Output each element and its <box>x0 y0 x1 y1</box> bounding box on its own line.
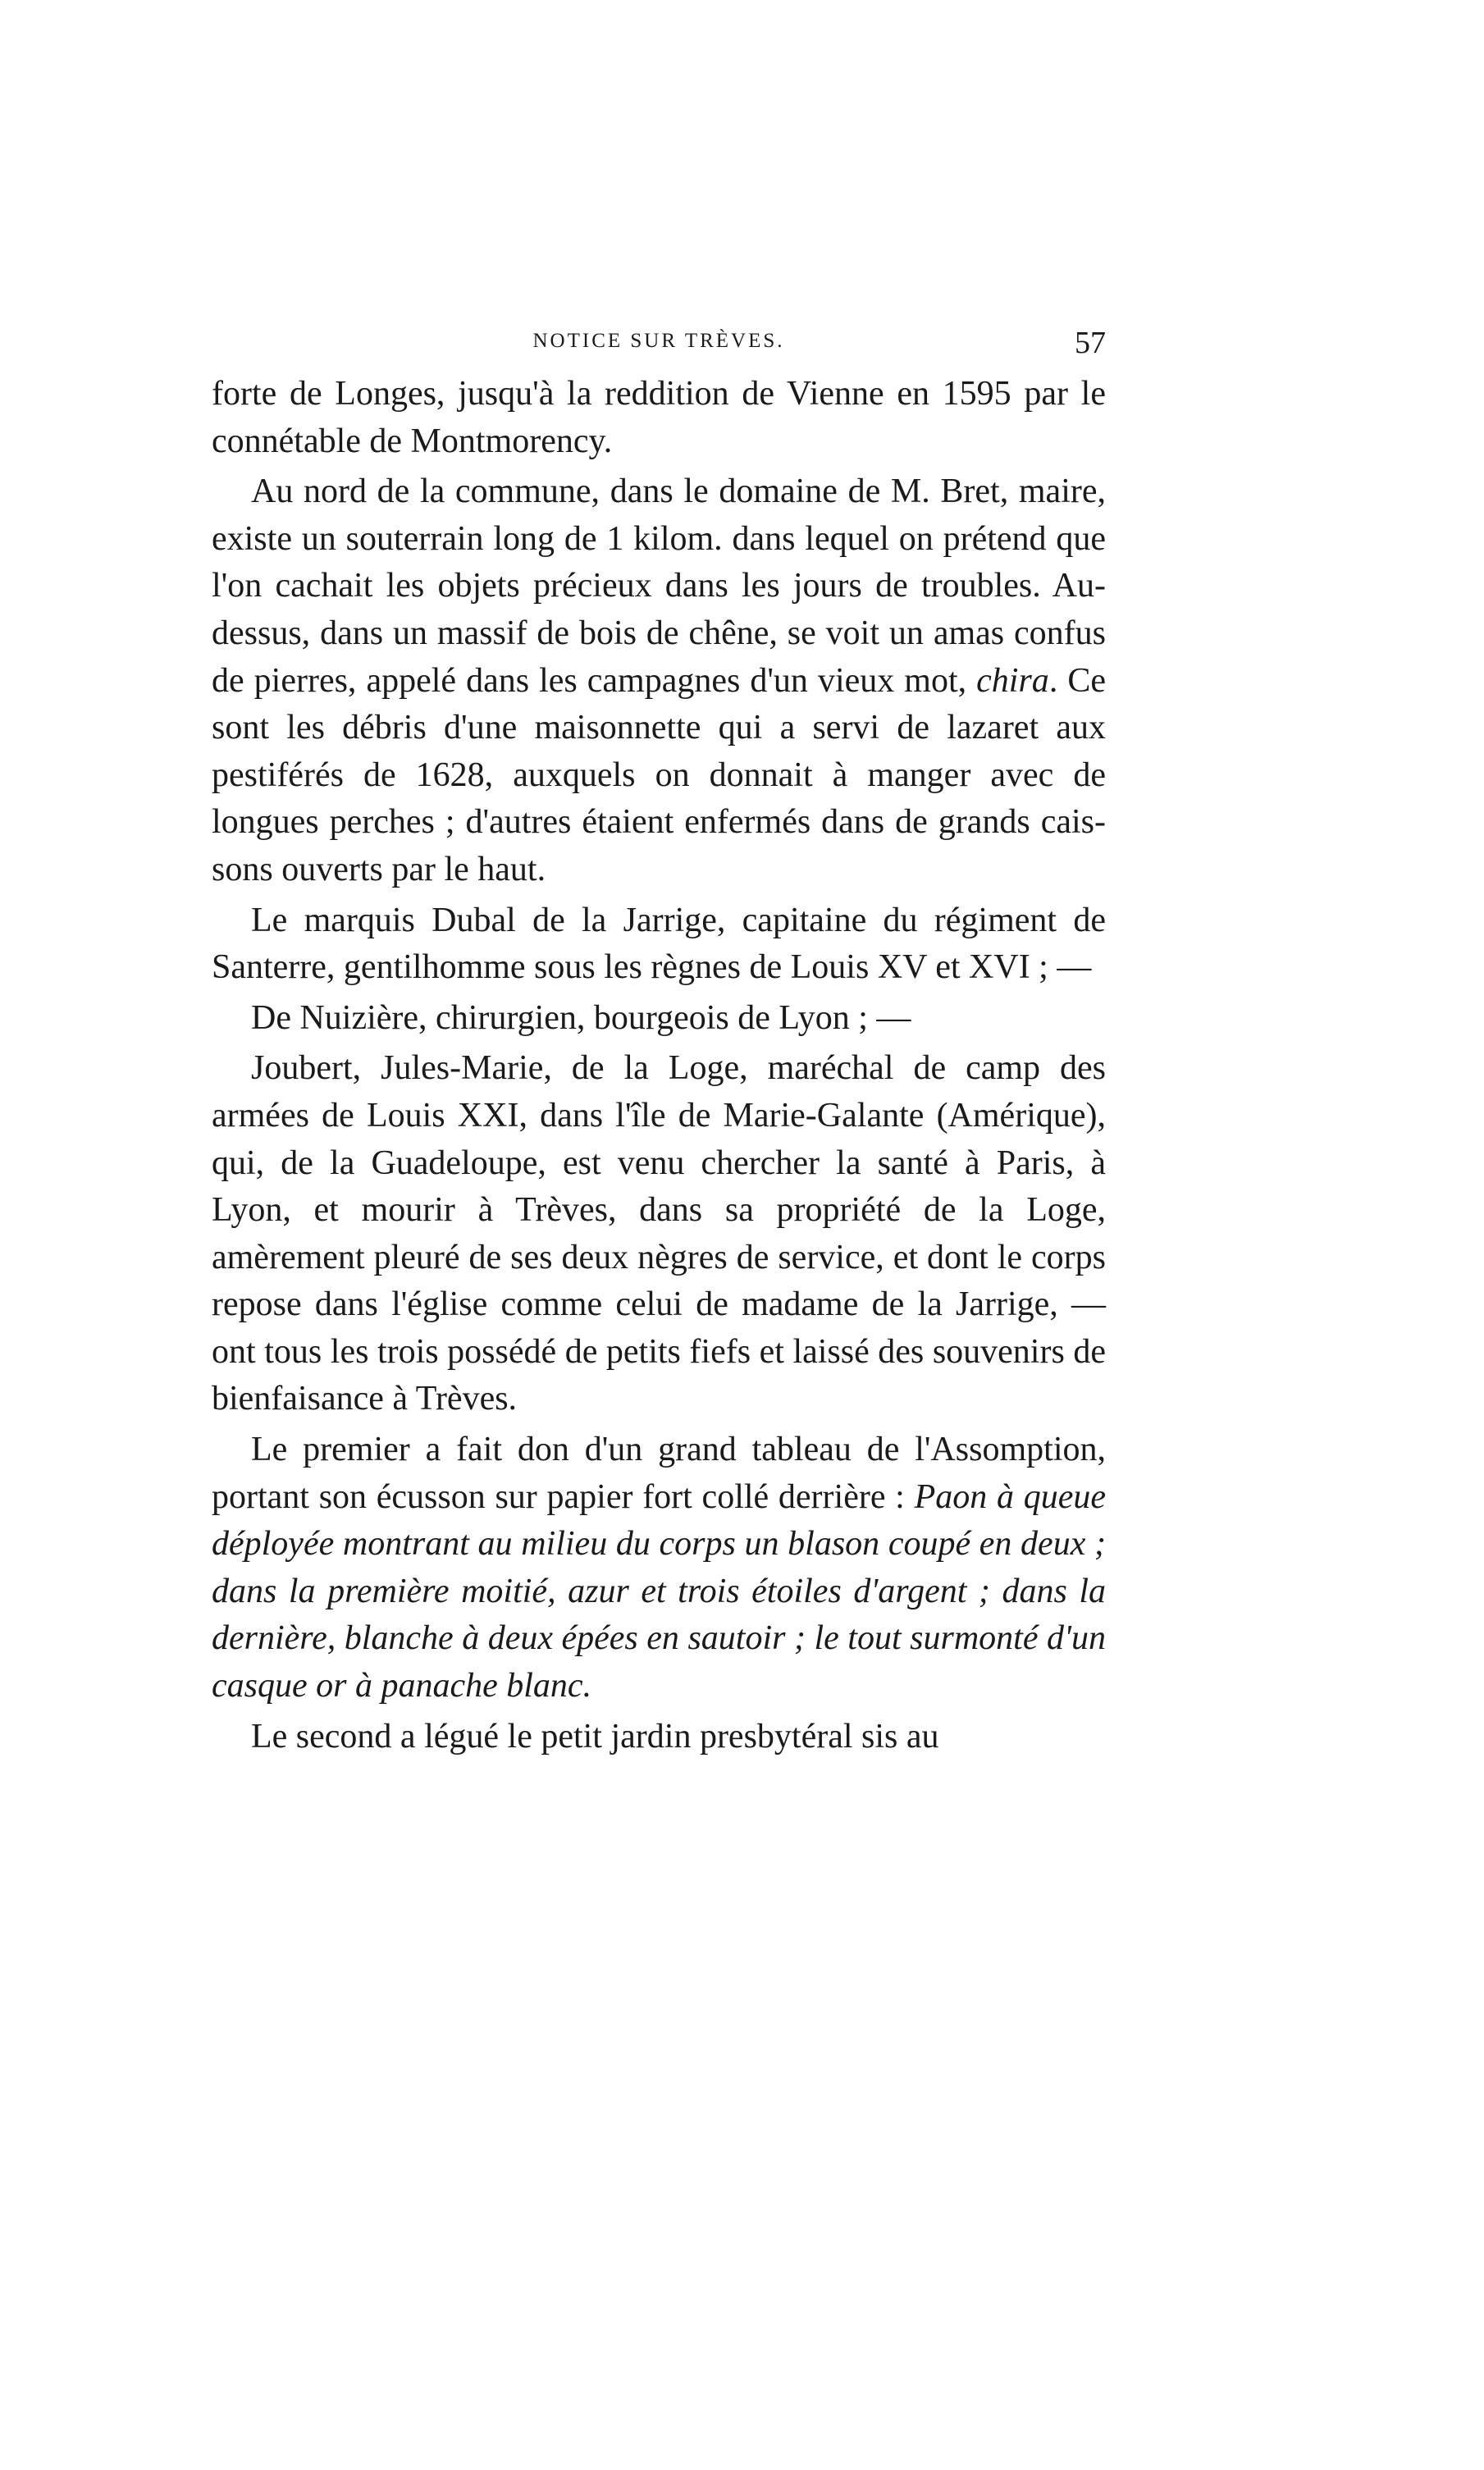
text-run: Le premier a fait don d'un grand tableau de l'Assomption, portant son écusson sur papier fort collé derrière : <box>212 1431 1106 1516</box>
running-title: NOTICE SUR TRÈVES. <box>532 330 785 352</box>
paragraph <box>212 897 1106 992</box>
paragraph <box>212 371 1106 465</box>
text-run-italic: Paon à queue déployée montrant au milieu du corps un blason coupé en deux ; dans la première moitié, azur et trois étoiles d'argent ; dans la dernière, blanche à deux épées en sautoir ; le tout surmonté d'un casque or à panache blanc. <box>212 1477 1106 1705</box>
paragraph <box>212 1427 1106 1710</box>
text-run: Le marquis Dubal de la Jarrige, capitaine du régiment de Santerre, gentilhomme sous les règnes de Louis XV et XVI ; — <box>212 901 1106 987</box>
text-run: De Nuizière, chirurgien, bourgeois de Lyon ; — <box>251 998 911 1037</box>
paragraph <box>212 1714 1106 1761</box>
text-run: Joubert, Jules-Marie, de la Loge, maréchal de camp des armées de Louis XXI, dans l'île de Marie-Galante (Amérique), qui, de la Guadeloupe, est venu chercher la santé à Paris, à Lyon, et mourir à Trèves, dans sa propriété de la Loge, amèrement pleuré de ses deux nègres de service, et dont le corps repose dans l'église comme celui de madame de la Jarrige, — ont tous les trois possédé de petits fiefs et laissé des souvenirs de bienfaisance à Trèves. <box>212 1049 1106 1418</box>
text-run-italic: chira <box>976 661 1049 700</box>
text-run: Au nord de la commune, dans le domaine de M. Bret, maire, existe un souterrain long de 1 kilom. dans lequel on prétend que l'on cachait les objets précieux dans les jours de troubles. Au-dessus, dans un massif de bois de chêne, se voit un amas confus de pierres, appelé dans les campagnes d'un vieux mot, <box>212 473 1106 700</box>
paragraph <box>212 468 1106 893</box>
text-run: . Ce sont les débris d'une maisonnette qui a servi de lazaret aux pestiférés de 1628, auxquels on donnait à manger avec de longues perches ; d'autres étaient enfermés dans de grands caissons ouverts par le haut. <box>212 661 1106 888</box>
page-number: 57 <box>1075 326 1106 360</box>
paragraph <box>212 1045 1106 1423</box>
text-run: Le second a légué le petit jardin presbytéral sis au <box>251 1717 939 1755</box>
text-run: forte de Longes, jusqu'à la reddition de Vienne en 1595 par le connétable de Montmorency. <box>212 375 1106 460</box>
running-head <box>212 325 1106 366</box>
body-text <box>212 371 1106 1760</box>
paragraph <box>212 995 1106 1043</box>
